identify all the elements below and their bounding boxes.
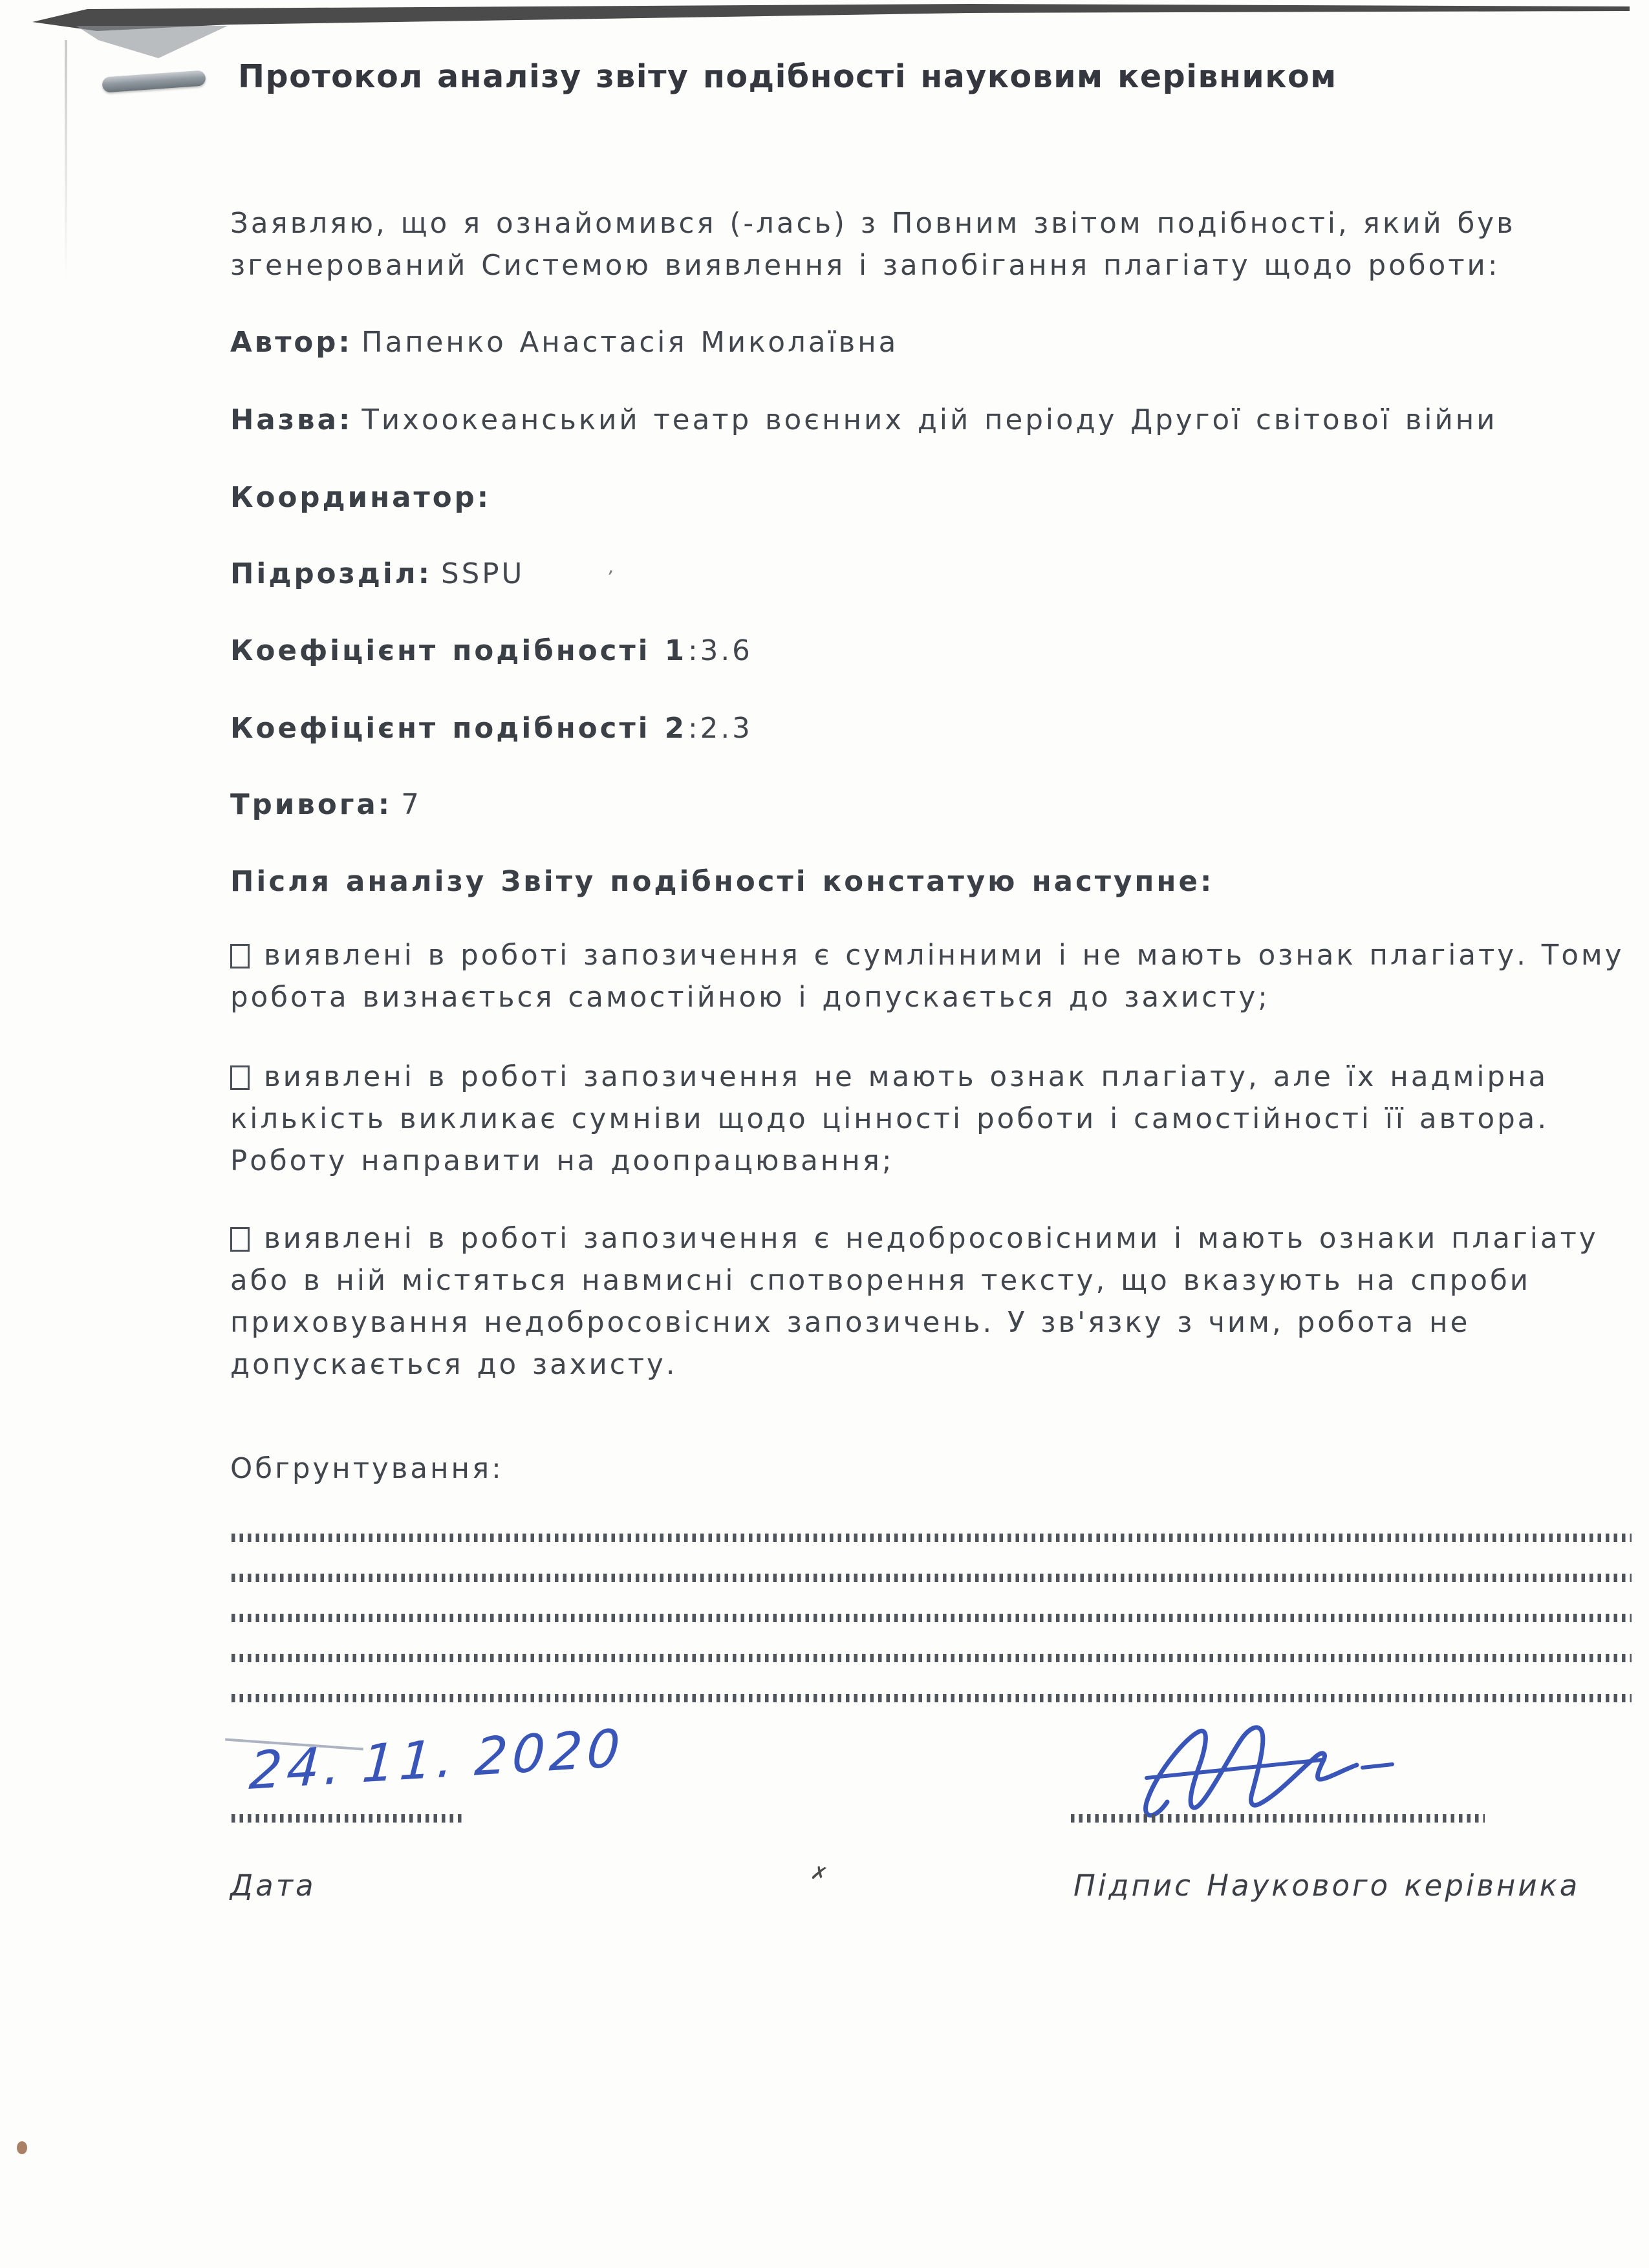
option-2-line-1: виявлені в роботі запозичення не мають ознак плагіату, але їх надмірна bbox=[264, 1061, 1549, 1093]
option-2-checkbox bbox=[230, 1065, 250, 1090]
field-name-value: Тихоокеанський театр воєнних дій періоду Другої світової війни bbox=[361, 404, 1498, 436]
option-2-line-1-wrap bbox=[230, 1056, 1549, 1098]
date-dotted-line bbox=[232, 1814, 463, 1823]
option-1-line-1: виявлені в роботі запозичення є сумлінними і не мають ознак плагіату. Тому bbox=[264, 939, 1624, 972]
document-title: Протокол аналізу звіту подібності науковим керівником bbox=[238, 58, 1337, 95]
field-unit bbox=[230, 553, 524, 595]
field-similarity-2-value: :2.3 bbox=[687, 712, 753, 745]
field-author bbox=[230, 322, 898, 364]
field-author-value: Папенко Анастасія Миколаївна bbox=[361, 326, 899, 359]
justification-dotted-line-2 bbox=[232, 1574, 1632, 1582]
option-3-line-3: приховування недобросовісних запозичень. У зв'язку з чим, робота не bbox=[230, 1307, 1471, 1339]
justification-dotted-line-5 bbox=[232, 1694, 1632, 1702]
signature-dotted-line bbox=[1071, 1814, 1485, 1823]
field-alert bbox=[230, 784, 422, 826]
justification-label: Обгрунтування: bbox=[230, 1453, 504, 1485]
option-2 bbox=[230, 1056, 1549, 1182]
option-3-line-2: або в ній містяться навмисні спотворення тексту, що вказують на спроби bbox=[230, 1265, 1531, 1297]
field-coordinator-label: Координатор: bbox=[230, 482, 491, 514]
justification-dotted-line-3 bbox=[232, 1614, 1632, 1622]
option-1-checkbox bbox=[230, 944, 250, 968]
handwritten-date: 24. 11. 2020 bbox=[247, 1718, 627, 1801]
field-coordinator bbox=[230, 477, 500, 519]
field-alert-value: 7 bbox=[401, 789, 422, 821]
field-unit-label: Підрозділ: bbox=[230, 558, 433, 590]
intro-paragraph bbox=[230, 203, 1516, 287]
option-3-line-1-wrap bbox=[230, 1218, 1599, 1260]
intro-line-1: Заявляю, що я ознайомився (-лась) з Повним звітом подібності, який був bbox=[230, 208, 1516, 240]
scan-speck-dot bbox=[17, 2141, 27, 2154]
field-similarity-1-label: Коефіцієнт подібності 1 bbox=[230, 635, 687, 667]
justification-dotted-line-4 bbox=[232, 1654, 1632, 1662]
field-name bbox=[230, 400, 1497, 442]
scan-left-edge-line bbox=[65, 40, 67, 279]
field-author-label: Автор: bbox=[230, 326, 352, 359]
option-2-line-2: кількість викликає сумніви щодо цінності роботи і самостійності її автора. bbox=[230, 1103, 1549, 1135]
date-label: Дата bbox=[230, 1868, 316, 1903]
option-3 bbox=[230, 1218, 1599, 1386]
field-similarity-2-label: Коефіцієнт подібності 2 bbox=[230, 712, 687, 745]
scan-speck: ✗ bbox=[808, 1861, 830, 1887]
scan-speck-apostrophe: ʼ bbox=[605, 566, 614, 590]
field-alert-label: Тривога: bbox=[230, 789, 393, 821]
intro-line-2: згенерований Системою виявлення і запобігання плагіату щодо роботи: bbox=[230, 250, 1500, 282]
option-3-checkbox bbox=[230, 1227, 250, 1252]
justification-dotted-line-1 bbox=[232, 1534, 1632, 1542]
field-similarity-coefficient-2 bbox=[230, 708, 753, 750]
option-1-line-1-wrap bbox=[230, 935, 1624, 977]
statement-heading: Після аналізу Звіту подібності констатую наступне: bbox=[230, 866, 1214, 898]
field-similarity-coefficient-1 bbox=[230, 630, 753, 672]
field-name-label: Назва: bbox=[230, 404, 353, 436]
signature-label: Підпис Наукового керівника bbox=[1073, 1868, 1580, 1903]
option-1-line-2: робота визнається самостійною і допускається до захисту; bbox=[230, 981, 1270, 1014]
option-1 bbox=[230, 935, 1624, 1019]
option-3-line-4: допускається до захисту. bbox=[230, 1349, 678, 1381]
field-unit-value: SSPU bbox=[441, 558, 525, 590]
field-similarity-1-value: :3.6 bbox=[687, 635, 753, 667]
option-2-line-3: Роботу направити на доопрацювання; bbox=[230, 1145, 894, 1177]
option-3-line-1: виявлені в роботі запозичення є недобросовісними і мають ознаки плагіату bbox=[264, 1223, 1599, 1255]
